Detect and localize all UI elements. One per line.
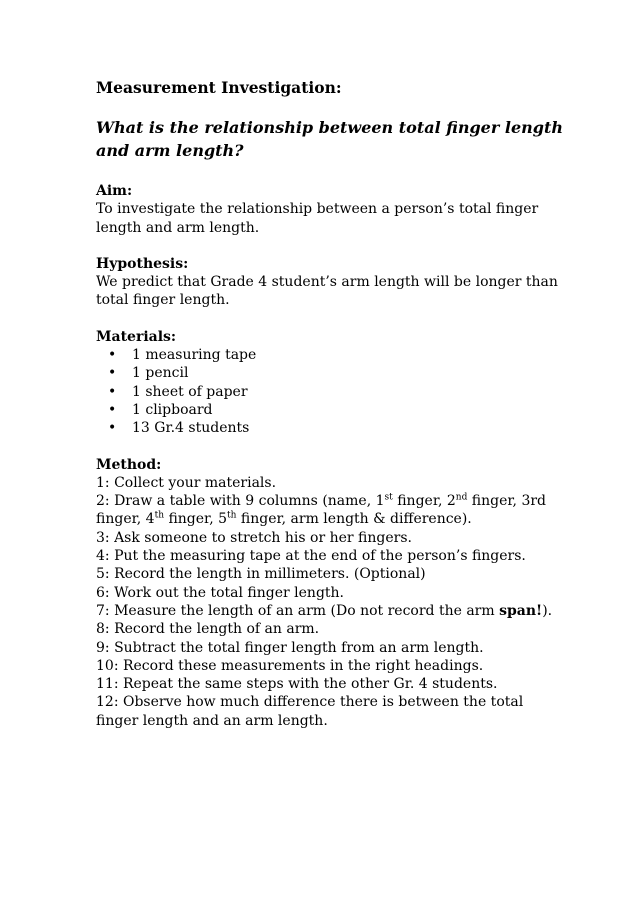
emphasis-text: span! (499, 602, 543, 619)
method-step: 9: Subtract the total finger length from an arm length. (96, 639, 484, 656)
method-step: 4: Put the measuring tape at the end of the person’s fingers. (96, 548, 526, 565)
material-label: 1 sheet of paper (132, 383, 248, 400)
method-step (96, 602, 566, 620)
material-label: 1 clipboard (132, 401, 213, 418)
step-text: ). (542, 602, 553, 619)
list-item (108, 383, 566, 401)
method-section (96, 456, 566, 730)
ordinal-suffix: th (227, 510, 237, 521)
aim-heading: Aim: (96, 183, 133, 199)
bullet-icon: • (108, 365, 117, 382)
method-step: 5: Record the length in millimeters. (Optional) (96, 566, 426, 583)
materials-list (96, 346, 566, 437)
step-text: finger, 5 (164, 511, 228, 528)
list-item (108, 364, 566, 382)
materials-heading: Materials: (96, 328, 177, 345)
research-question: What is the relationship between total finger length and arm length? (96, 118, 563, 160)
step-text: finger, arm length & difference). (236, 511, 472, 528)
method-step: 10: Record these measurements in the right headings. (96, 657, 484, 674)
method-step (96, 492, 566, 529)
document-page (96, 78, 566, 748)
method-heading: Method: (96, 456, 162, 473)
hypothesis-text: We predict that Grade 4 student’s arm length will be longer than total finger length. (96, 274, 558, 309)
bullet-icon: • (108, 420, 117, 437)
step-text: 2: Draw a table with 9 columns (name, 1 (96, 493, 385, 510)
list-item (108, 401, 566, 419)
ordinal-suffix: th (154, 510, 164, 521)
ordinal-suffix: st (384, 492, 393, 503)
ordinal-suffix: nd (455, 492, 468, 503)
list-item (108, 346, 566, 364)
method-step: 8: Record the length of an arm. (96, 621, 320, 638)
step-text: finger, 3rd finger, 4 (96, 493, 547, 528)
bullet-icon: • (108, 401, 117, 418)
step-text: finger, 2 (392, 493, 456, 510)
aim-section (96, 182, 566, 237)
method-step: 12: Observe how much difference there is between the total finger length and an arm length. (96, 694, 524, 729)
method-step: 3: Ask someone to stretch his or her fingers. (96, 529, 412, 546)
document-title: Measurement Investigation: (96, 78, 342, 97)
method-step: 6: Work out the total finger length. (96, 584, 345, 601)
material-label: 1 pencil (132, 365, 189, 382)
materials-section (96, 328, 566, 438)
material-label: 13 Gr.4 students (132, 420, 250, 437)
bullet-icon: • (108, 347, 117, 364)
hypothesis-heading: Hypothesis: (96, 255, 189, 272)
bullet-icon: • (108, 383, 117, 400)
list-item (108, 419, 566, 437)
step-text: 7: Measure the length of an arm (Do not record the arm (96, 602, 500, 619)
material-label: 1 measuring tape (132, 347, 257, 364)
method-step: 11: Repeat the same steps with the other Gr. 4 students. (96, 676, 498, 693)
method-step: 1: Collect your materials. (96, 474, 277, 491)
hypothesis-section (96, 255, 566, 310)
aim-text: To investigate the relationship between a person’s total finger length and arm length. (96, 201, 539, 236)
